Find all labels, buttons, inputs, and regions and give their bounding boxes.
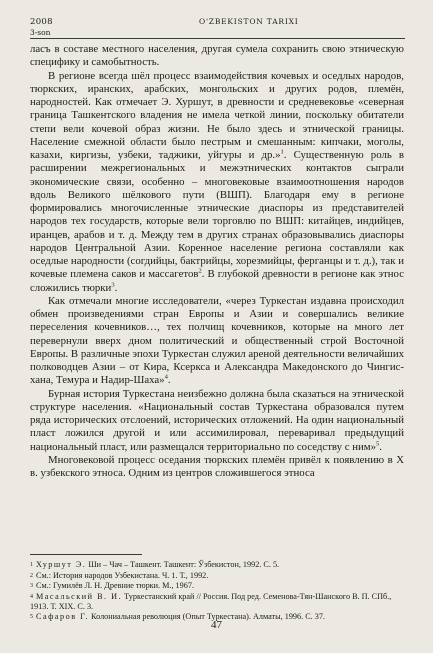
header-year: 2008 — [30, 17, 53, 27]
footnote-ref[interactable]: 4 — [164, 373, 168, 381]
footnote: $^5$ Сафаров Г. Колониальная революция (Опыт Туркестана). Алматы, 1996. С. 37. — [30, 612, 325, 622]
header-rule — [30, 38, 405, 39]
paragraph: Многовековой процесс оседания тюркских племён привёл к появлению в Х в. узбекского этноса. Одним из центров сложившегося этноса — [30, 453, 404, 479]
footnote-ref[interactable]: 3 — [111, 280, 115, 288]
footnote-ref[interactable]: 5 — [376, 439, 380, 447]
footnotes — [30, 560, 404, 623]
footnote: $^1$ Хуршут Э. Ши – Чач – Ташкент. Ташкент: Ўзбекистон, 1992. С. 5. — [30, 560, 280, 569]
footnote-ref[interactable]: 1 — [280, 148, 284, 156]
paragraph: ласъ в составе местного населения, другая сумела сохранить свою этническую специфику и самобытность. — [30, 43, 404, 69]
footnote-ref[interactable]: 2 — [198, 267, 202, 275]
paragraph: Как отмечали многие исследователи, «через Туркестан издавна происходил обмен произведениями стран Европы и Азии и совершались великие переселения кочевников…, тех полчищ кочевников, которые на много лет перевернули вверх дном политический и общественный строй Восточной Европы. В различные эпохи Туркестан служил ареной деятельности величайших полководцев Азии – от Кира, Ксеркса и Александра Македонского до Чингис-хана, Темура и Надир-Шаха»$^4$. — [30, 294, 405, 387]
footnote: $^2$ См.: История народов Узбекистана. Ч. 1. Т., 1992. — [30, 570, 209, 580]
footnote: $^4$ Масальский В. И. Туркестанский край // Россия. Под ред. Семенова-Тян-Шанского В. П. СПб., 1913. Т. XIX. С. 3. — [30, 591, 392, 611]
body-text — [30, 43, 404, 480]
paragraph: Бурная история Туркестана неизбежно должна была сказаться на этнической структуре населения. «Национальный состав Туркестана образовался путем ряда исторических отслоений, исторических отложений. На один национальный пласт ложился другой и или ассимилировал, переваривал предыдущий национальный пласт, или размещался территориально по соседству с ним»$^5$. — [30, 387, 404, 453]
header-issue: 3-son — [30, 28, 51, 37]
header-journal-title: O'ZBEKISTON TARIXI — [199, 17, 299, 26]
paragraph: В регионе всегда шёл процесс взаимодействия кочевых и оседлых народов, тюркских, иранских, арабских, монгольских и других родов, племён, народностей. Как отмечает Э. Хуршут, в древности и средневековье «северная граница Ташкентского владения не имела четкой линии, поскольку обитатели степи вели кочевой образ жизни. Не было здесь и этнической границы. Население смежной области было пестрым и смешанным: кипчаки, моголы, казахи, киргизы, узбеки, таджики, уйгуры и др.»$^1$. Существенную роль в расширении межрегиональных и межэтнических контактов сыграли экономические связи, особенно – многовековые взаимоотношения народов вдоль Великого шёлкового пути (ВШП). Благодаря ему в регионе формировались многочисленные этнические диаспоры из представителей народов тех государств, которые вели торговлю по ВШП: китайцев, индийцев, иранцев, арабов и т. д. Между тем в других странах образовывались диаспоры народов Центральной Азии. Коренное население региона составляли как оседлые народности (согдийцы, бактрийцы, хорезмийцы, ферганцы и т. д.), так и кочевые племена саков и массагетов$^2$. В глубокой древности в регионе как этнос сложились тюрки$^3$. — [30, 69, 404, 294]
footnote-rule — [30, 554, 142, 555]
page-number: 47 — [211, 619, 222, 631]
footnote: $^3$ См.: Гумилёв Л. Н. Древние тюрки. М., 1967. — [30, 581, 194, 590]
